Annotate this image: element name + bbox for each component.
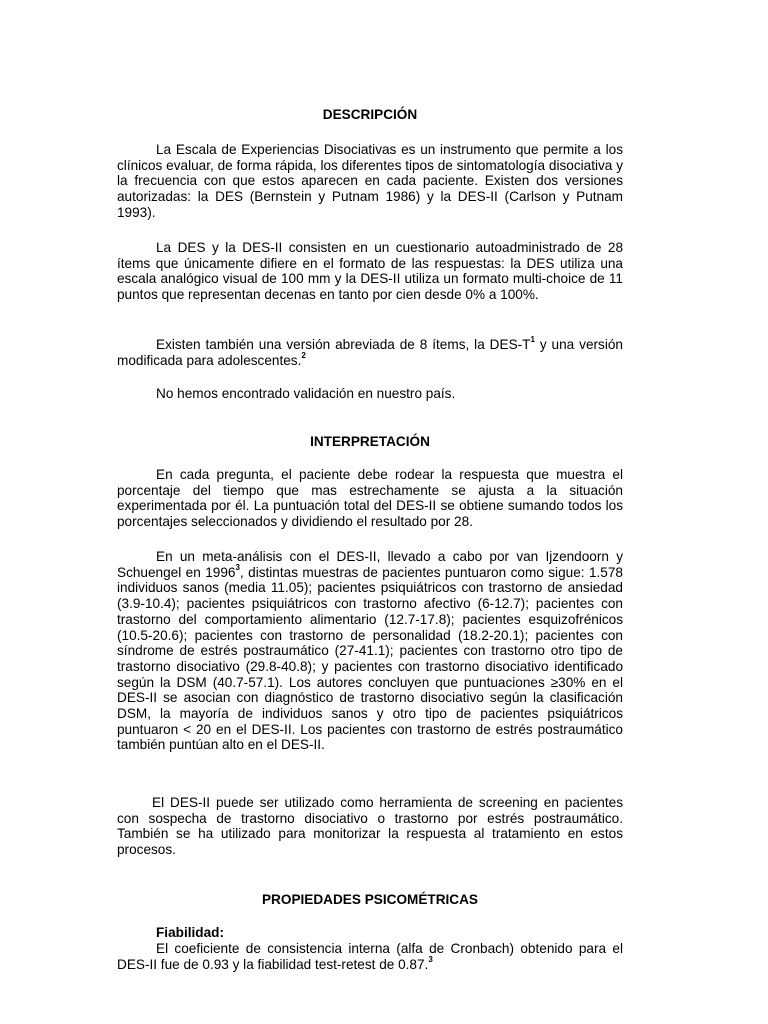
- paragraph-interpretacion-3: El DES-II puede ser utilizado como herramienta de screening en pacientes con sospecha de trastorno disociativo o trastorno por estrés postraumático. También se ha utilizado para monitorizar la respuesta al tratamiento en estos procesos.: [117, 795, 623, 858]
- paragraph-descripcion-3: [117, 337, 623, 368]
- paragraph-fiabilidad-text: El coeficiente de consistencia interna (alfa de Cronbach) obtenido para el DES-II fue de 0.93 y la fiabilidad test-retest de 0.87.: [117, 941, 623, 972]
- paragraph-descripcion-3-text-2: y una versión modificada para adolescentes.: [117, 337, 623, 368]
- paragraph-descripcion-3-text: Existen también una versión abreviada de 8 ítems, la DES-T: [156, 337, 531, 352]
- paragraph-interpretacion-2-text-2: , distintas muestras de pacientes puntuaron como sigue: 1.578 individuos sanos (media 11.05); pacientes psiquiátricos con trastorno de ansiedad (3.9-10.4); pacientes psiquiátricos con trastorno afectivo (6-12.7); pacientes con trastorno del comportamiento alimentario (12.7-17.8); pacientes esquizofrénicos (10.5-20.6); pacientes con trastorno de personalidad (18.2-20.1); pacientes con síndrome de estrés postraumático (27-41.1); pacientes con trastorno otro tipo de trastorno disociativo (29.8-40.8); y pacientes con trastorno disociativo identificado según la DSM (40.7-57.1). Los autores concluyen que puntuaciones ≥30% en el DES-II se asocian con diagnóstico de trastorno disociativo según la clasificación DSM, la mayoría de individuos sanos y otro tipo de pacientes psiquiátricos puntuaron < 20 en el DES-II. Los pacientes con trastorno de estrés postraumático también puntúan alto en el DES-II.: [117, 564, 623, 753]
- heading-interpretacion: INTERPRETACIÓN: [310, 434, 430, 449]
- subheading-fiabilidad: Fiabilidad:: [156, 925, 224, 940]
- paragraph-descripcion-4: No hemos encontrado validación en nuestro país.: [156, 386, 456, 401]
- footnote-ref-1: 1: [530, 335, 535, 345]
- footnote-ref-3: 3: [235, 563, 240, 573]
- heading-descripcion: DESCRIPCIÓN: [322, 107, 418, 122]
- paragraph-fiabilidad: [117, 941, 623, 972]
- heading-propiedades: PROPIEDADES PSICOMÉTRICAS: [261, 892, 479, 907]
- paragraph-descripcion-1: La Escala de Experiencias Disociativas es un instrumento que permite a los clínicos evaluar, de forma rápida, los diferentes tipos de sintomatología disociativa y la frecuencia con que estos aparecen en cada paciente. Existen dos versiones autorizadas: la DES (Bernstein y Putnam 1986) y la DES-II (Carlson y Putnam 1993).: [117, 142, 623, 220]
- footnote-ref-2: 2: [301, 351, 306, 361]
- paragraph-interpretacion-2-text: En un meta-análisis con el DES-II, llevado a cabo por van Ijzendoorn y Schuengel en 1996: [117, 549, 623, 580]
- footnote-ref-3b: 3: [428, 955, 433, 965]
- paragraph-interpretacion-2: [117, 549, 623, 753]
- paragraph-interpretacion-1: En cada pregunta, el paciente debe rodear la respuesta que muestra el porcentaje del tiempo que mas estrechamente se ajusta a la situación experimentada por él. La puntuación total del DES-II se obtiene sumando todos los porcentajes seleccionados y dividiendo el resultado por 28.: [117, 467, 623, 530]
- paragraph-descripcion-2: La DES y la DES-II consisten en un cuestionario autoadministrado de 28 ítems que únicamente difiere en el formato de las respuestas: la DES utiliza una escala analógico visual de 100 mm y la DES-II utiliza un formato multi-choice de 11 puntos que representan decenas en tanto por cien desde 0% a 100%.: [117, 240, 623, 303]
